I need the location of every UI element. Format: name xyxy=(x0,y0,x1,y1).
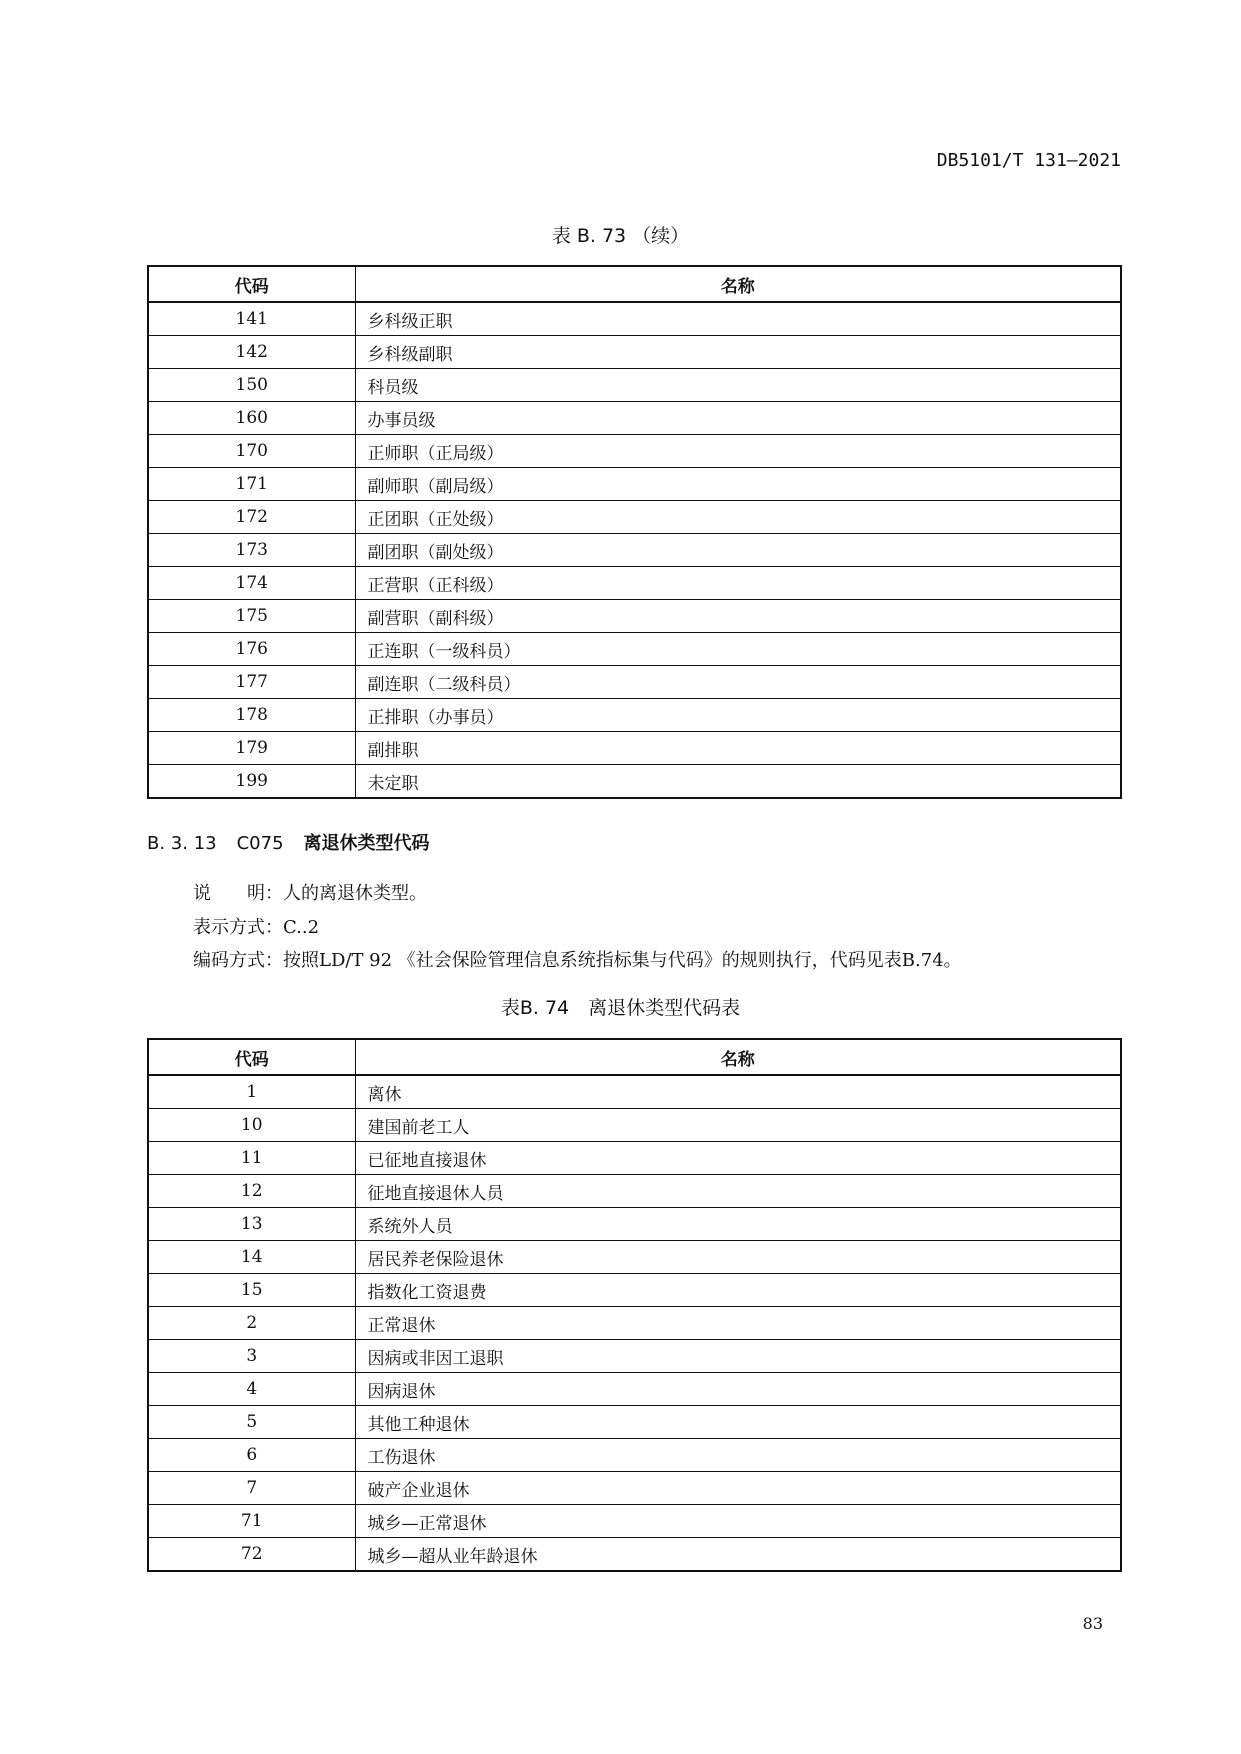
table-row xyxy=(148,302,1121,336)
section-title: 离退休类型代码 xyxy=(303,833,430,854)
table-row xyxy=(148,402,1121,435)
code-cell: 176 xyxy=(148,633,355,666)
name-cell: 因病退休 xyxy=(355,1373,1121,1406)
name-cell: 科员级 xyxy=(355,369,1121,402)
table-row xyxy=(148,600,1121,633)
table-row xyxy=(148,1373,1121,1406)
format-line: 表示方式：C..2 xyxy=(193,917,320,938)
code-cell: 175 xyxy=(148,600,355,633)
code-cell: 72 xyxy=(148,1538,355,1572)
code-cell: 2 xyxy=(148,1307,355,1340)
name-cell: 办事员级 xyxy=(355,402,1121,435)
name-cell: 正团职（正处级） xyxy=(355,501,1121,534)
code-cell: 71 xyxy=(148,1505,355,1538)
code-cell: 13 xyxy=(148,1208,355,1241)
page-number: 83 xyxy=(1082,1614,1103,1633)
table-row xyxy=(148,1307,1121,1340)
code-cell: 179 xyxy=(148,732,355,765)
table-header-row xyxy=(148,1039,1121,1075)
table-b73 xyxy=(147,265,1122,799)
code-cell: 7 xyxy=(148,1472,355,1505)
code-cell: 174 xyxy=(148,567,355,600)
table-row xyxy=(148,1505,1121,1538)
name-cell: 副连职（二级科员） xyxy=(355,666,1121,699)
table-row xyxy=(148,1406,1121,1439)
section-number: B. 3. 13 xyxy=(147,833,217,854)
name-cell: 居民养老保险退休 xyxy=(355,1241,1121,1274)
table2-caption: 表B. 74 离退休类型代码表 xyxy=(500,997,741,1019)
name-cell: 已征地直接退休 xyxy=(355,1142,1121,1175)
name-cell: 乡科级正职 xyxy=(355,302,1121,336)
name-cell: 副营职（副科级） xyxy=(355,600,1121,633)
code-cell: 6 xyxy=(148,1439,355,1472)
name-cell: 系统外人员 xyxy=(355,1208,1121,1241)
table1-body xyxy=(148,302,1121,798)
code-cell: 171 xyxy=(148,468,355,501)
name-cell: 建国前老工人 xyxy=(355,1109,1121,1142)
table1-caption: 表 B. 73 （续） xyxy=(551,225,690,247)
code-cell: 4 xyxy=(148,1373,355,1406)
encoding-line: 编码方式：按照LD/T 92 《社会保险管理信息系统指标集与代码》的规则执行，代码见表B.74。 xyxy=(193,950,962,971)
column-header-name: 名称 xyxy=(355,266,1121,302)
table2-body xyxy=(148,1075,1121,1571)
table-row xyxy=(148,468,1121,501)
code-cell: 177 xyxy=(148,666,355,699)
code-cell: 178 xyxy=(148,699,355,732)
table-b74 xyxy=(147,1038,1122,1572)
code-cell: 160 xyxy=(148,402,355,435)
name-cell: 副师职（副局级） xyxy=(355,468,1121,501)
name-cell: 副排职 xyxy=(355,732,1121,765)
code-cell: 11 xyxy=(148,1142,355,1175)
table-row xyxy=(148,567,1121,600)
table-header-row xyxy=(148,266,1121,302)
name-cell: 正师职（正局级） xyxy=(355,435,1121,468)
name-cell: 工伤退休 xyxy=(355,1439,1121,1472)
section-code: C075 xyxy=(236,833,284,854)
column-header-code: 代码 xyxy=(148,1039,355,1075)
column-header-code: 代码 xyxy=(148,266,355,302)
name-cell: 离休 xyxy=(355,1075,1121,1109)
name-cell: 破产企业退休 xyxy=(355,1472,1121,1505)
table-row xyxy=(148,1241,1121,1274)
table-row xyxy=(148,435,1121,468)
table-row xyxy=(148,1340,1121,1373)
name-cell: 乡科级副职 xyxy=(355,336,1121,369)
column-header-name: 名称 xyxy=(355,1039,1121,1075)
code-cell: 170 xyxy=(148,435,355,468)
name-cell: 正连职（一级科员） xyxy=(355,633,1121,666)
description-line: 说 明：人的离退休类型。 xyxy=(193,883,427,904)
code-cell: 3 xyxy=(148,1340,355,1373)
table-row xyxy=(148,699,1121,732)
name-cell: 指数化工资退费 xyxy=(355,1274,1121,1307)
code-cell: 142 xyxy=(148,336,355,369)
code-cell: 12 xyxy=(148,1175,355,1208)
name-cell: 其他工种退休 xyxy=(355,1406,1121,1439)
table-row xyxy=(148,1439,1121,1472)
code-cell: 172 xyxy=(148,501,355,534)
name-cell: 未定职 xyxy=(355,765,1121,799)
code-cell: 199 xyxy=(148,765,355,799)
table-row xyxy=(148,336,1121,369)
table-row xyxy=(148,1175,1121,1208)
code-cell: 1 xyxy=(148,1075,355,1109)
table-row xyxy=(148,369,1121,402)
table-row xyxy=(148,1208,1121,1241)
section-heading xyxy=(147,829,430,855)
name-cell: 正常退休 xyxy=(355,1307,1121,1340)
name-cell: 城乡—正常退休 xyxy=(355,1505,1121,1538)
table-row xyxy=(148,633,1121,666)
table-row xyxy=(148,1472,1121,1505)
code-cell: 150 xyxy=(148,369,355,402)
table-row xyxy=(148,1538,1121,1572)
table-row xyxy=(148,501,1121,534)
table-row xyxy=(148,732,1121,765)
table-row xyxy=(148,1109,1121,1142)
name-cell: 正营职（正科级） xyxy=(355,567,1121,600)
code-cell: 10 xyxy=(148,1109,355,1142)
code-cell: 15 xyxy=(148,1274,355,1307)
table-row xyxy=(148,666,1121,699)
code-cell: 173 xyxy=(148,534,355,567)
name-cell: 征地直接退休人员 xyxy=(355,1175,1121,1208)
code-cell: 14 xyxy=(148,1241,355,1274)
name-cell: 副团职（副处级） xyxy=(355,534,1121,567)
document-code: DB5101/T 131—2021 xyxy=(936,150,1121,171)
name-cell: 城乡—超从业年龄退休 xyxy=(355,1538,1121,1572)
table-row xyxy=(148,765,1121,799)
table-row xyxy=(148,1075,1121,1109)
name-cell: 正排职（办事员） xyxy=(355,699,1121,732)
code-cell: 141 xyxy=(148,302,355,336)
name-cell: 因病或非因工退职 xyxy=(355,1340,1121,1373)
table-row xyxy=(148,534,1121,567)
code-cell: 5 xyxy=(148,1406,355,1439)
table-row xyxy=(148,1142,1121,1175)
table-row xyxy=(148,1274,1121,1307)
